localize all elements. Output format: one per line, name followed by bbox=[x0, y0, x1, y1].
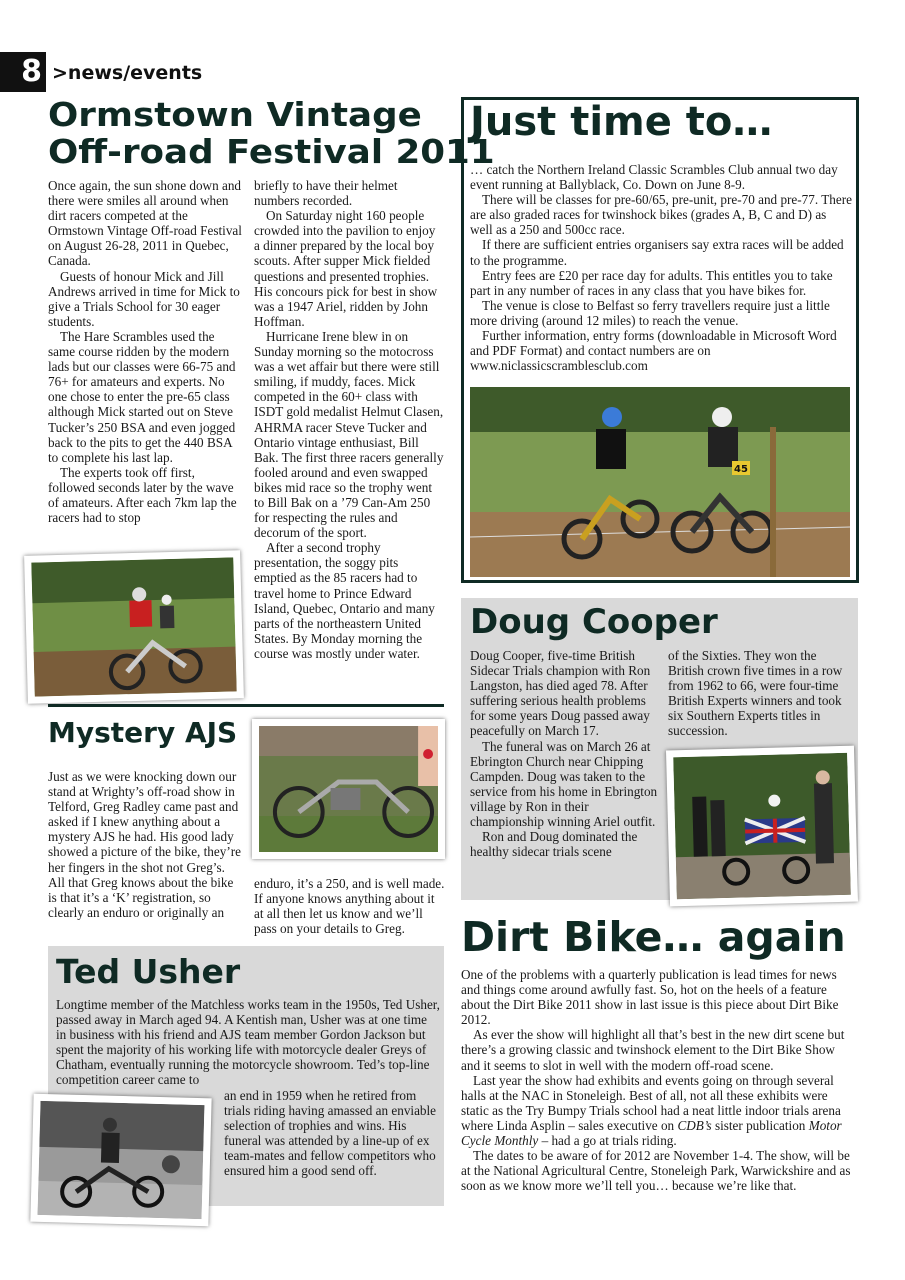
ormstown-p7: Hurricane Irene blew in on Sunday morning so the motocross was a wet affair but there were still smiling, if muddy, faces. Mick competed in the 60+ class with ISDT gold medalist Helmut Clasen, AHRMA racer Steve Tucker and Ontario vintage enthusiast, Bill Bak. The first three racers generally fooled around and even swapped bikes mid race so the trophy went to Bill Bak on a ’79 Can-Am 250 for respecting the rules and decorum of the sport. bbox=[254, 328, 444, 541]
dirtbike-p3-c: – had a go at trials riding. bbox=[538, 1133, 677, 1149]
doug-p3: Ron and Doug dominated the healthy sidecar trials scene bbox=[470, 829, 638, 860]
mystery-col2 bbox=[254, 876, 446, 936]
dirtbike-p3 bbox=[461, 1073, 857, 1148]
ormstown-photo bbox=[24, 550, 244, 704]
just-time-body bbox=[470, 162, 852, 373]
doug-col1 bbox=[470, 648, 658, 859]
dirtbike-title: Dirt Bike… again bbox=[461, 913, 846, 961]
dirtbike-p3-em2: Motor Cycle Monthly bbox=[461, 1117, 842, 1149]
section-label: >news/events bbox=[52, 62, 203, 84]
ormstown-col2 bbox=[254, 178, 444, 661]
just-time-p4: Entry fees are £20 per race day for adults. This entitles you to take part in any number of races in any class that you have bikes for. bbox=[470, 267, 833, 298]
doug-col2 bbox=[668, 648, 854, 739]
ormstown-p3: The Hare Scrambles used the same course ridden by the modern lads but our classes were 66-75 and 76+ for amateurs and experts. No one chose to enter the pre-65 class although Mick started out on Steve Tucker’s 250 BSA and even jogged back to the pits to get the 440 BSA to complete his last lap. bbox=[48, 328, 236, 465]
mystery-photo bbox=[252, 719, 445, 859]
mystery-col1 bbox=[48, 769, 242, 920]
mystery-title: Mystery AJS bbox=[48, 716, 238, 749]
dirtbike-p4: The dates to be aware of for 2012 are November 1-4. The show, will be at the National Agricultural Centre, Stoneleigh Park, Warwickshire and as soon as we know more we’ll tell you… because we’re like that. bbox=[461, 1148, 851, 1194]
dirtbike-p1: One of the problems with a quarterly publication is lead times for news and things come around awfully fast. So, hot on the heels of a feature about the Dirt Bike 2011 show in last issue is this piece about Dirt Bike 2012. bbox=[461, 967, 839, 1028]
just-time-p5: The venue is close to Belfast so ferry travellers require just a little more driving (around 12 miles) to reach the venue. bbox=[470, 297, 830, 328]
ormstown-p1: Once again, the sun shone down and there were smiles all around when dirt racers competed at the Ormstown Vintage Off-road Festival on August 26-28, 2011 in Quebec, Canada. bbox=[48, 178, 242, 269]
ormstown-col1 bbox=[48, 178, 242, 525]
ormstown-p5: briefly to have their helmet numbers recorded. bbox=[254, 178, 398, 209]
ormstown-title-line1: Ormstown Vintage bbox=[48, 95, 422, 134]
dirtbike-p3-a: Last year the show had exhibits and events going on through several halls at the NAC in Stoneleigh. Best of all, not all these exhibits were static as the Try Bumpy Trials school had a neat little indoor trials arena where Linda Asplin – sales executive on bbox=[461, 1072, 841, 1133]
ormstown-title bbox=[48, 96, 495, 170]
mystery-rule bbox=[48, 704, 444, 707]
ted-title: Ted Usher bbox=[56, 952, 241, 991]
mystery-p2: enduro, it’s a 250, and is well made. If anyone knows anything about it at all then let us know and we’ll pass on your details to Greg. bbox=[254, 876, 445, 937]
just-time-p1: … catch the Northern Ireland Classic Scrambles Club annual two day event running at Ballyblack, Co. Down on June 8-9. bbox=[470, 162, 838, 193]
ormstown-p2: Guests of honour Mick and Jill Andrews arrived in time for Mick to give a Trials School for 30 eager students. bbox=[48, 268, 240, 329]
ormstown-title-line2: Off-road Festival 2011 bbox=[48, 132, 495, 171]
mystery-p1: Just as we were knocking down our stand at Wrighty’s off-road show in Telford, Greg Radley came past and asked if I knew anything about a mystery AJS he had. His good lady showed a picture of the bike, they’re her fingers in the shot not Greg’s. All that Greg knows about the bike is that it’s a ‘K’ registration, so clearly an enduro or originally an bbox=[48, 769, 241, 920]
scramble-photo bbox=[470, 387, 850, 577]
page-number: 8 bbox=[0, 52, 46, 92]
dirtbike-p3-b: sister publication bbox=[711, 1117, 809, 1133]
ormstown-p8: After a second trophy presentation, the soggy pits emptied as the 85 racers had to travel home to Prince Edward Island, Quebec, Ontario and many parts of the northeastern United States. By Monday morning the course was mostly under water. bbox=[254, 540, 435, 661]
dirtbike-body bbox=[461, 967, 857, 1193]
bike-number: 45 bbox=[734, 464, 748, 475]
doug-p4: of the Sixties. They won the British crown five times in a row from 1962 to 66, were four-time British Experts winners and took six Southern Experts titles in succession. bbox=[668, 648, 843, 739]
dirtbike-p3-em1: CDB’s bbox=[677, 1117, 712, 1133]
doug-p2: The funeral was on March 26 at Ebrington Church near Chipping Campden. Doug was taken to the service from his home in Ebrington village by Ron in their championship winning Ariel outfit. bbox=[470, 738, 658, 830]
dirtbike-p2: As ever the show will highlight all that’s best in the new dirt scene but there’s a growing classic and twinshock element to the Dirt Bike Show and it seems to slot in well with the modern off-road scene. bbox=[461, 1027, 845, 1073]
just-time-p3: If there are sufficient entries organisers say extra races will be added to the programme. bbox=[470, 237, 844, 268]
ormstown-p4: The experts took off first, followed seconds later by the wave of amateurs. After each 7km lap the racers had to stop bbox=[48, 464, 237, 526]
ted-text-narrow: an end in 1959 when he retired from trials riding having amassed an enviable selection of trophies and wins. His funeral was attended by a line-up of ex team-mates and fellow competitors who ensured him a good send off. bbox=[224, 1088, 437, 1179]
doug-photo bbox=[666, 746, 858, 907]
doug-title: Doug Cooper bbox=[470, 602, 718, 642]
just-time-p2: There will be classes for pre-60/65, pre-unit, pre-70 and pre-77. There are also graded races for twinshock bikes (grades A, B, C and D) as well as a 250 and 500cc race. bbox=[470, 192, 852, 238]
ted-text-full: Longtime member of the Matchless works team in the 1950s, Ted Usher, passed away in March aged 94. A Kentish man, Usher was at one time in business with his friend and AJS team member Gordon Jackson but spent the majority of his working life with motorcycle dealer Greys of Chatham, eventually running the motorcycle showroom. Ted’s top-line competition career came to bbox=[56, 997, 440, 1088]
just-time-p6: Further information, entry forms (downloadable in Microsoft Word and PDF Format) and contact numbers are on www.niclassicscramblesclub.com bbox=[470, 328, 837, 374]
just-time-title: Just time to… bbox=[470, 99, 773, 145]
ted-photo bbox=[30, 1094, 211, 1227]
doug-p1: Doug Cooper, five-time British Sidecar Trials champion with Ron Langston, has died aged 78. After suffering serious health problems for some years Doug passed away peacefully on March 17. bbox=[470, 648, 651, 739]
ormstown-p6: On Saturday night 160 people crowded into the pavilion to enjoy a dinner prepared by the local boy scouts. After supper Mick fielded questions and presented trophies. His concours pick for best in show was a 1947 Ariel, ridden by John Hoffman. bbox=[254, 208, 438, 329]
